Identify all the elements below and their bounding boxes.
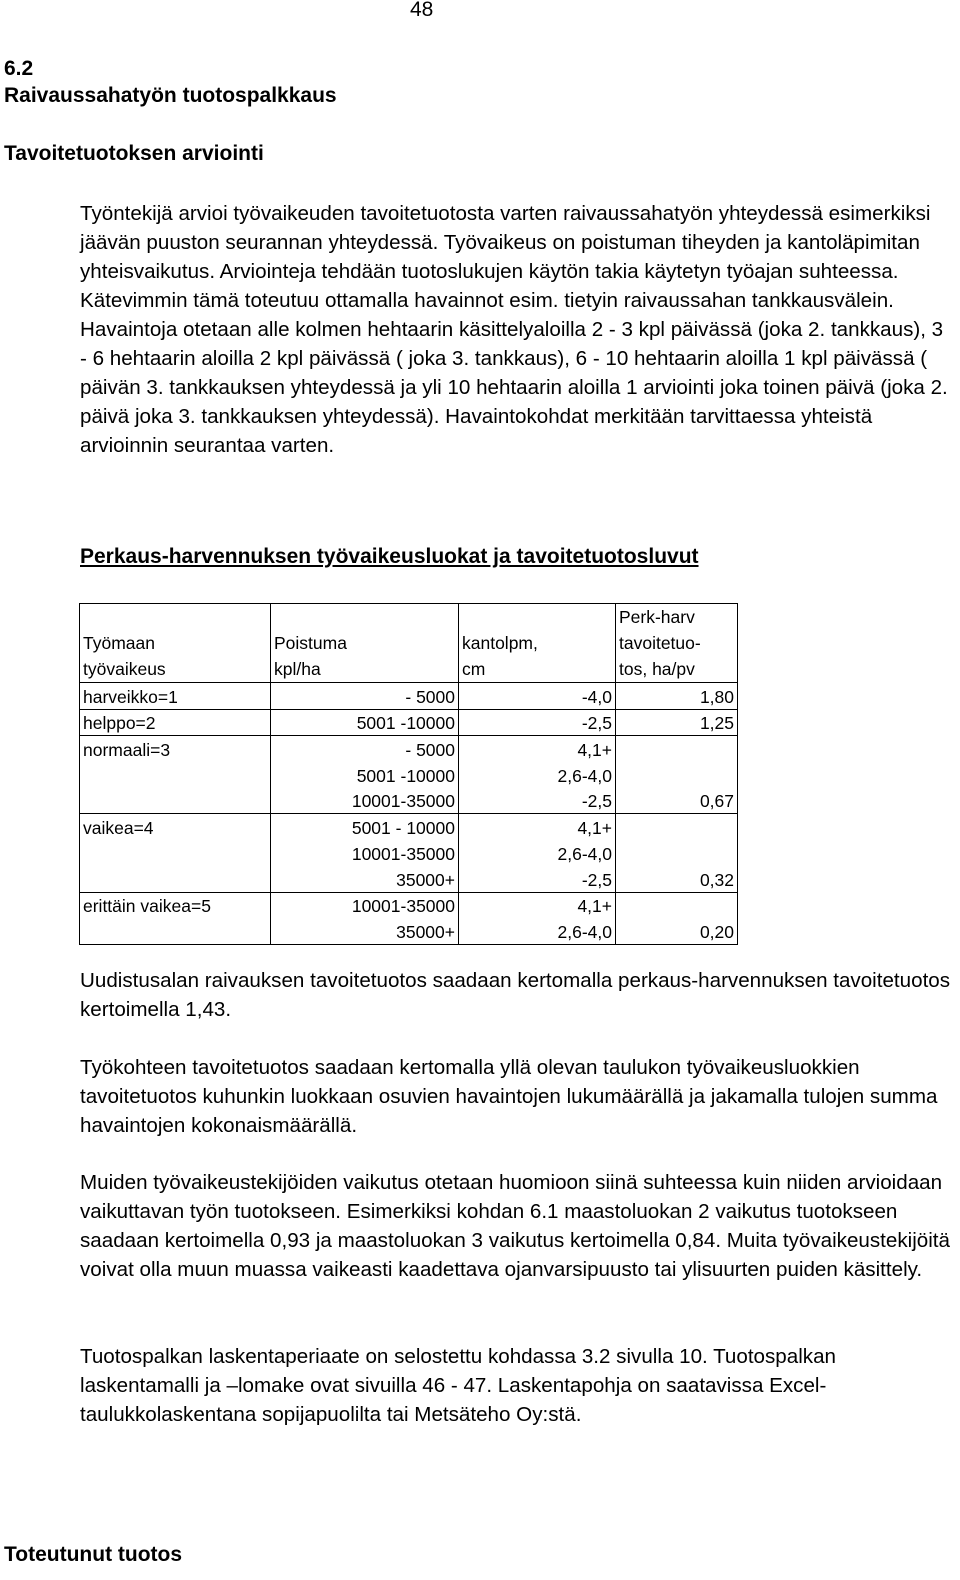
cell-tuotos: 0,67 [616,788,738,814]
cell-class: normaali=3 [80,736,271,762]
cell-poistuma: 35000+ [271,866,459,892]
cell-kanto: 4,1+ [459,892,616,918]
cell-tuotos: 0,32 [616,866,738,892]
table-row [80,788,738,814]
bottom-heading: Toteutunut tuotos [4,1543,183,1566]
cell-kanto: 2,6-4,0 [459,840,616,866]
cell-class: erittäin vaikea=5 [80,892,271,918]
table-header-row [80,604,738,683]
header-tyomaan: Työmaan työvaikeus [80,604,271,683]
cell-kanto: -2,5 [459,866,616,892]
cell-poistuma: 5001 - 10000 [271,814,459,840]
cell-tuotos: 0,20 [616,918,738,944]
section-title: Raivaussahatyön tuotospalkkaus [4,84,337,107]
cell-class [80,866,271,892]
cell-class: harveikko=1 [80,683,271,710]
cell-kanto: 4,1+ [459,814,616,840]
cell-kanto: 2,6-4,0 [459,762,616,788]
table-heading: Perkaus-harvennuksen työvaikeusluokat ja tavoitetuotosluvut [80,545,699,568]
cell-kanto: -4,0 [459,683,616,710]
table-row [80,736,738,762]
cell-poistuma: 35000+ [271,918,459,944]
work-difficulty-table [79,603,738,945]
header-tavoitetuotos: Perk-harv tavoitetuo- tos, ha/pv [616,604,738,683]
cell-poistuma: - 5000 [271,736,459,762]
paragraph-2: Uudistusalan raivauksen tavoitetuotos saadaan kertomalla perkaus-harvennuksen tavoitetuotos kertoimella 1,43. [80,969,951,1021]
cell-tuotos [616,762,738,788]
cell-kanto: -2,5 [459,709,616,736]
cell-poistuma: - 5000 [271,683,459,710]
paragraph-1: Työntekijä arvioi työvaikeuden tavoitetuotosta varten raivaussahatyön yhteydessä esimerkiksi jäävän puuston seurannan yhteydessä. Työvaikeus on poistuman tiheyden ja kantoläpimitan yhteisvaikutus. Arviointeja tehdään tuotoslukujen käytön takia käytetyn työajan suhteessa. Kätevimmin tämä toteutuu ottamalla havainnot esim. tietyin raivaussahan tankkausvälein. Havaintoja otetaan alle kolmen hehtaarin käsittelyaloilla 2 - 3 kpl päivässä (joka 2. tankkaus), 3 - 6 hehtaarin aloilla 2 kpl päivässä ( joka 3. tankkaus), 6 - 10 hehtaarin aloilla 1 kpl päivässä ( päivän 3. tankkauksen yhteydessä ja yli 10 hehtaarin aloilla 1 arviointi joka toinen päivä (joka 2. päivä joka 3. tankkauksen yhteydessä). Havaintokohdat merkitään tarvittaessa yhteistä arvioinnin seurantaa varten. [80,202,948,457]
table-row [80,683,738,710]
header-kantolpm: kantolpm, cm [459,604,616,683]
cell-class [80,840,271,866]
table-row [80,918,738,944]
paragraph-5: Tuotospalkan laskentaperiaate on selostettu kohdassa 3.2 sivulla 10. Tuotospalkan laskentamalli ja –lomake ovat sivuilla 46 - 47. Laskentapohja on saatavissa Excel-taulukkolaskentana sopijapuolilta tai Metsäteho Oy:stä. [80,1345,836,1426]
cell-poistuma: 10001-35000 [271,892,459,918]
paragraph-3: Työkohteen tavoitetuotos saadaan kertomalla yllä olevan taulukon työvaikeusluokkien tavoitetuotos kuhunkin luokkaan osuvien havaintojen lukumäärällä ja jakamalla tulojen summa havaintojen kokonaismäärällä. [80,1056,938,1137]
cell-tuotos: 1,80 [616,683,738,710]
header-poistuma: Poistuma kpl/ha [271,604,459,683]
subheading: Tavoitetuotoksen arviointi [4,142,264,165]
cell-poistuma: 10001-35000 [271,840,459,866]
cell-tuotos [616,840,738,866]
table-row [80,892,738,918]
cell-tuotos [616,892,738,918]
table-row [80,814,738,840]
paragraph-4: Muiden työvaikeustekijöiden vaikutus otetaan huomioon siinä suhteessa kuin niiden arvioidaan vaikuttavan työn tuotokseen. Esimerkiksi kohdan 6.1 maastoluokan 2 vaikutus tuotokseen saadaan kertoimella 0,93 ja maastoluokan 3 vaikutus kertoimella 0,84. Muita työvaikeustekijöitä voivat olla muun muassa vaikeasti kaadettava ojanvarsipuusto tai ylisuurten puiden käsittely. [80,1171,950,1281]
table-row [80,762,738,788]
cell-kanto: 2,6-4,0 [459,918,616,944]
cell-kanto: -2,5 [459,788,616,814]
cell-class: vaikea=4 [80,814,271,840]
page-number: 48 [410,0,434,21]
cell-poistuma: 5001 -10000 [271,762,459,788]
table-row [80,840,738,866]
cell-class: helppo=2 [80,709,271,736]
cell-tuotos [616,736,738,762]
cell-class [80,918,271,944]
cell-class [80,762,271,788]
table-row [80,709,738,736]
cell-tuotos: 1,25 [616,709,738,736]
cell-class [80,788,271,814]
section-number: 6.2 [4,57,34,80]
cell-poistuma: 10001-35000 [271,788,459,814]
cell-kanto: 4,1+ [459,736,616,762]
cell-poistuma: 5001 -10000 [271,709,459,736]
cell-tuotos [616,814,738,840]
table-row [80,866,738,892]
